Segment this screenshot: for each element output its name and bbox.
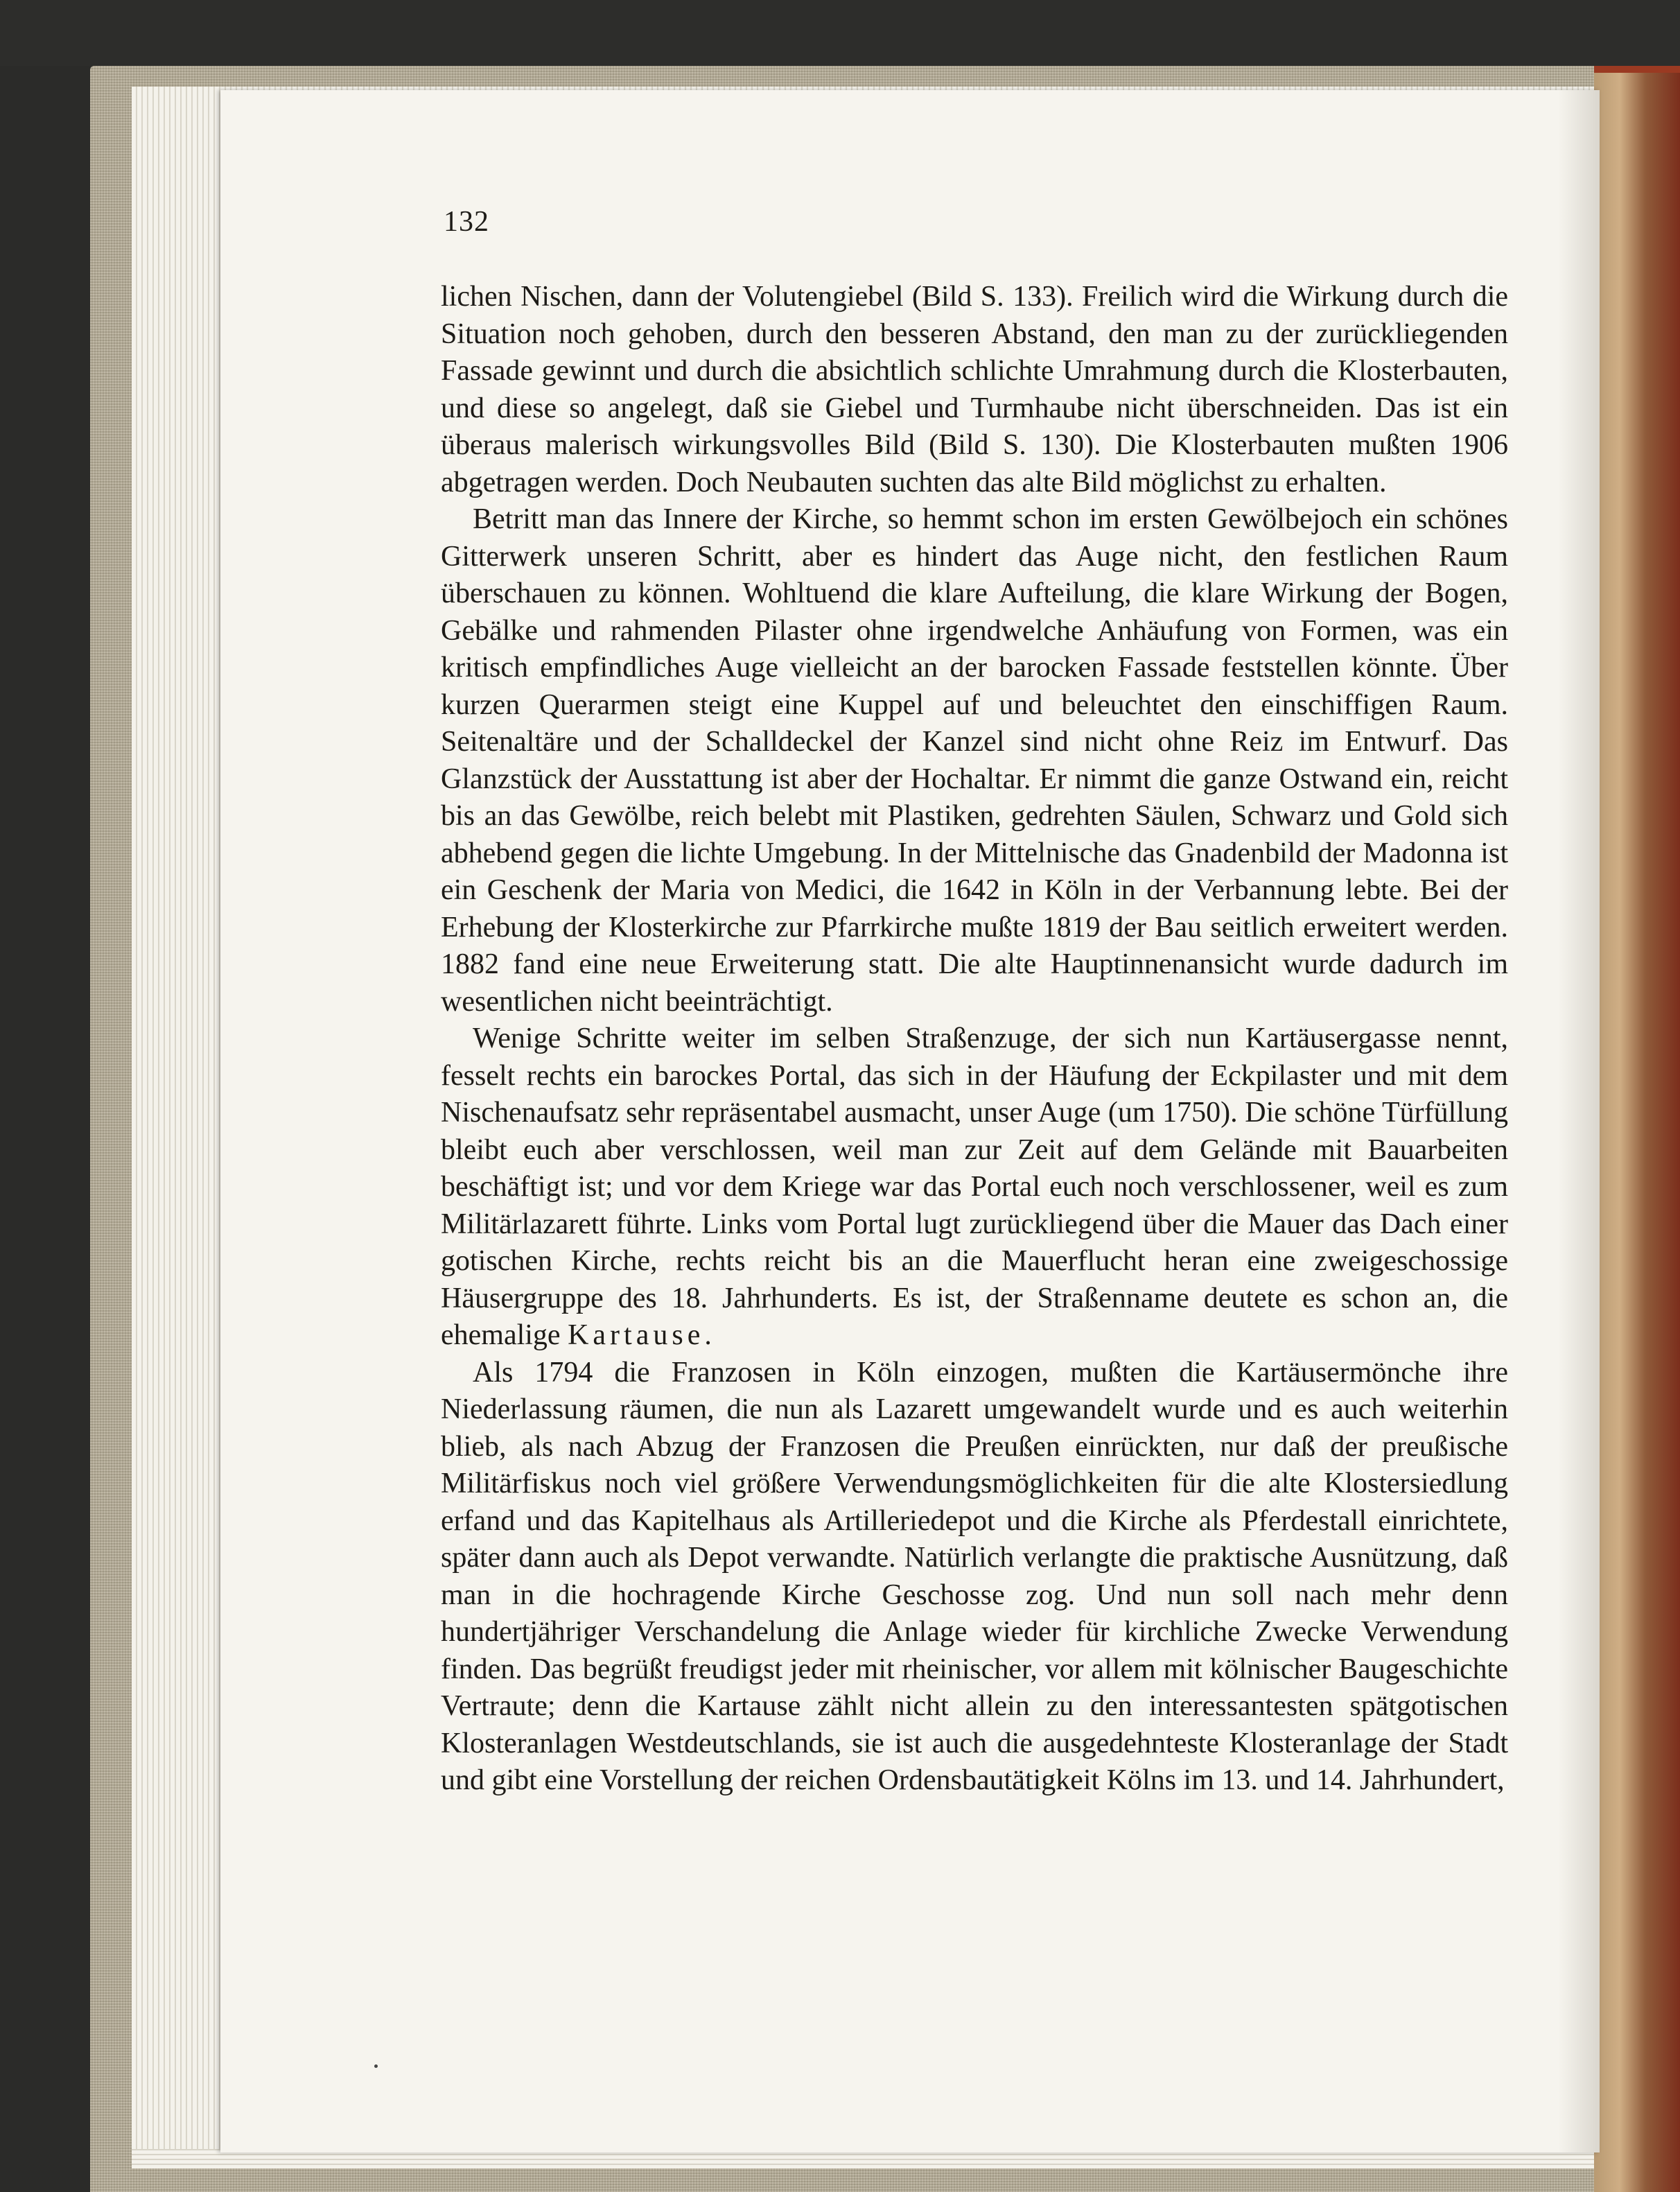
paragraph-1: lichen Nischen, dann der Volutengiebel (Bild S. 133). Freilich wird die Wirkung durch die Situation noch gehoben, durch den besseren Abstand, den man zu der zurückliegenden Fassade gewinnt und durch die absichtlich schlichte Umrahmung durch die Klosterbauten, und diese so angelegt, daß sie Giebel und Turmhaube nicht überschneiden. Das ist ein überaus malerisch wirkungsvolles Bild (Bild S. 130). Die Klosterbauten mußten 1906 abgetragen werden. Doch Neubauten suchten das alte Bild möglichst zu erhalten. <box>441 281 1508 498</box>
paragraph-4: Als 1794 die Franzosen in Köln einzogen, mußten die Kartäusermönche ihre Niederlassung räumen, die nun als Lazarett umgewandelt wurde und es auch weiterhin blieb, als nach Abzug der Franzosen die Preußen einrückten, nur daß der preußische Militärfiskus noch viel größere Verwendungsmöglichkeiten für die alte Klostersiedlung erfand und das Kapitelhaus als Artilleriedepot und die Kirche als Pferdestall einrichtete, später dann auch als Depot verwandte. Natürlich verlangte die praktische Ausnützung, daß man in die hochragende Kirche Geschosse zog. Und nun soll nach mehr denn hundertjähriger Verschandelung die Anlage wieder für kirchliche Zwecke Verwendung finden. Das begrüßt freudigst jeder mit rheinischer, vor allem mit kölnischer Baugeschichte Vertraute; denn die Kartause zählt nicht allein zu den interessantesten spätgotischen Klosteranlagen Westdeutschlands, sie ist auch die ausgedehnteste Klosteranlage der Stadt und gibt eine Vorstellung der reichen Ordensbautätigkeit Kölns im 13. und 14. Jahrhundert, <box>441 1356 1508 1796</box>
scan-background <box>0 0 1680 66</box>
paragraph-3-text: Wenige Schritte weiter im selben Straßenzuge, der sich nun Kartäusergasse nennt, fesselt rechts ein barockes Portal, das sich in der Häufung der Eckpilaster und mit dem Nischenaufsatz sehr repräsentabel ausmacht, unser Auge (um 1750). Die schöne Türfüllung bleibt euch aber verschlossen, weil man zur Zeit auf dem Gelände mit Bauarbeiten beschäftigt ist; und vor dem Kriege war das Portal euch noch verschlossener, weil es zum Militärlazarett führte. Links vom Portal lugt zurückliegend über die Mauer das Dach einer gotischen Kirche, rechts reicht bis an die Mauerflucht heran eine zweigeschossige Häusergruppe des 18. Jahrhunderts. Es ist, der Straßenname deutete es schon an, die ehemalige <box>441 1023 1508 1351</box>
paragraph-3-tail: . <box>704 1319 712 1351</box>
ink-speck <box>374 2064 378 2068</box>
page-number: 132 <box>444 206 489 238</box>
body-text <box>441 279 1508 1800</box>
paragraph-2: Betritt man das Innere der Kirche, so hemmt schon im ersten Gewölbejoch ein schönes Gitterwerk unseren Schritt, aber es hindert das Auge nicht, den festlichen Raum überschauen zu können. Wohltuend die klare Aufteilung, die klare Wirkung der Bogen, Gebälke und rahmenden Pilaster ohne irgendwelche Anhäufung von Formen, was ein kritisch empfindliches Auge vielleicht an der barocken Fassade feststellen könnte. Über kurzen Querarmen steigt eine Kuppel auf und beleuchtet den einschiffigen Raum. Seitenaltäre und der Schalldeckel der Kanzel sind nicht ohne Reiz im Entwurf. Das Glanzstück der Ausstattung ist aber der Hochaltar. Er nimmt die ganze Ostwand ein, reicht bis an das Gewölbe, reich belebt mit Plastiken, gedrehten Säulen, Schwarz und Gold sich abhebend gegen die lichte Umgebung. In der Mittelnische das Gnadenbild der Madonna ist ein Geschenk der Maria von Medici, die 1642 in Köln in der Verbannung lebte. Bei der Erhebung der Klosterkirche zur Pfarrkirche mußte 1819 der Bau seitlich erweitert werden. 1882 fand eine neue Erweiterung statt. Die alte Hauptinnenansicht wurde dadurch im wesentlichen nicht beeinträchtigt. <box>441 503 1508 1018</box>
paragraph-3 <box>441 1020 1508 1355</box>
spaced-emphasis-kartause: Kartause <box>568 1319 705 1351</box>
facing-page-edge <box>1594 73 1680 2192</box>
gutter-shadow <box>1558 90 1600 2152</box>
